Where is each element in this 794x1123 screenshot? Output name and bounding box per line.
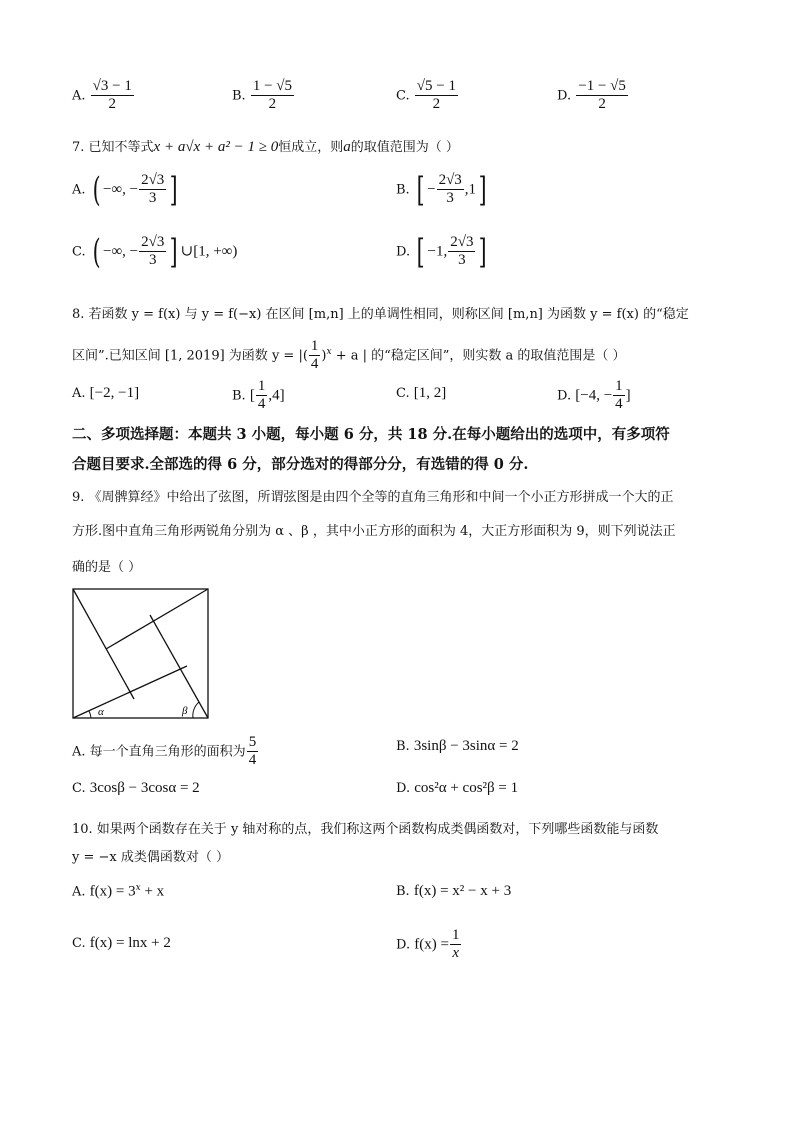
- q8-stem-line1: 8. 若函数 y = f(x) 与 y = f(−x) 在区间 [m,n] 上的单调性相同，则称区间 [m,n] 为函数 y = f(x) 的“稳定: [72, 307, 689, 322]
- outer-square: [73, 589, 208, 718]
- section-heading-line1: 二、多项选择题：本题共 3 小题，每小题 6 分，共 18 分.在每小题给出的选项中，有多项符: [72, 426, 670, 443]
- q10-option-a: A. $f(x) = 3^x + x$: [72, 883, 165, 900]
- q8-option-b: B. [ $\frac{1}{4}$ ,4]: [232, 378, 285, 413]
- q9-stem-line3: 确的是（ ）: [72, 560, 142, 575]
- q9-option-a: A. 每一个直角三角形的面积为 $\frac{5}{4}$: [72, 734, 257, 769]
- q9-option-b: B. 3sinβ − 3sinα = 2: [396, 738, 519, 754]
- alpha-label: α: [98, 706, 104, 718]
- triangle-hypotenuse-right: [150, 615, 208, 718]
- q7-option-d: D. [ −1, $\frac{2√3}{3}$ ]: [396, 231, 488, 272]
- q9-option-d: D. cos²α + cos²β = 1: [396, 780, 519, 796]
- q10-stem-line2: y = −x 成类偶函数对（ ）: [72, 850, 229, 865]
- q8-stem-line2: 区间”.已知区间 [1, 2019] 为函数 y = |( $\frac{1}{4}$ )$^x$ + a | 的“稳定区间”，则实数 a 的取值范围是（ ）: [72, 338, 626, 373]
- q9-option-c: C. 3cosβ − 3cosα = 2: [72, 780, 200, 796]
- section-heading-line2: 合题目要求.全部选的得 6 分，部分选对的得部分分，有选错的得 0 分.: [72, 456, 529, 473]
- q8-option-c: C. [1, 2]: [396, 385, 447, 401]
- q6-option-d: D. $\frac{-1 - √5}{2}$: [557, 78, 626, 113]
- q7-option-b: B. [ − $\frac{2√3}{3}$ ,1]: [396, 169, 487, 210]
- q6-option-c: C. $\frac{√5 - 1}{2}$: [396, 78, 456, 113]
- beta-label: β: [182, 705, 188, 717]
- triangle-hypotenuse-left: [73, 589, 134, 699]
- string-diagram-figure: [72, 588, 212, 722]
- q9-stem-line2: 方形.图中直角三角形两锐角分别为 α 、β ，其中小正方形的面积为 4，大正方形面积为 9，则下列说法正: [72, 524, 676, 539]
- q8-option-d: D. [−4, − $\frac{1}{4}$ ]: [557, 378, 631, 413]
- q9-stem-line1: 9. 《周髀算经》中给出了弦图，所谓弦图是由四个全等的直角三角形和中间一个小正方形拼成一个大的正: [72, 490, 674, 505]
- q10-option-c: C. f(x) = lnx + 2: [72, 935, 171, 951]
- q6-option-a: A. $\frac{√3 - 1}{2}$: [72, 78, 132, 113]
- q10-option-d: D. f(x) = $\frac{1}{x}$: [396, 927, 460, 962]
- q7-option-a: A. ( −∞, − $\frac{2√3}{3}$ ]: [72, 169, 178, 210]
- q8-option-a: A. [−2, −1]: [72, 385, 140, 401]
- beta-angle-arc: [193, 702, 199, 718]
- q7-option-c: C. ( −∞, − $\frac{2√3}{3}$ ] ∪[1, +∞): [72, 231, 238, 272]
- triangle-hypotenuse-top: [106, 589, 208, 649]
- alpha-angle-arc: [89, 711, 91, 718]
- q10-option-b: B. f(x) = x² − x + 3: [396, 883, 512, 899]
- q10-stem-line1: 10. 如果两个函数存在关于 y 轴对称的点，我们称这两个函数构成类偶函数对，下列哪些函数能与函数: [72, 822, 659, 837]
- q7-stem: 7. 已知不等式x + a√x + a² − 1 ≥ 0恒成立，则a的取值范围为（ ）: [72, 139, 459, 155]
- q6-option-b: B. $\frac{1 - √5}{2}$: [232, 78, 293, 113]
